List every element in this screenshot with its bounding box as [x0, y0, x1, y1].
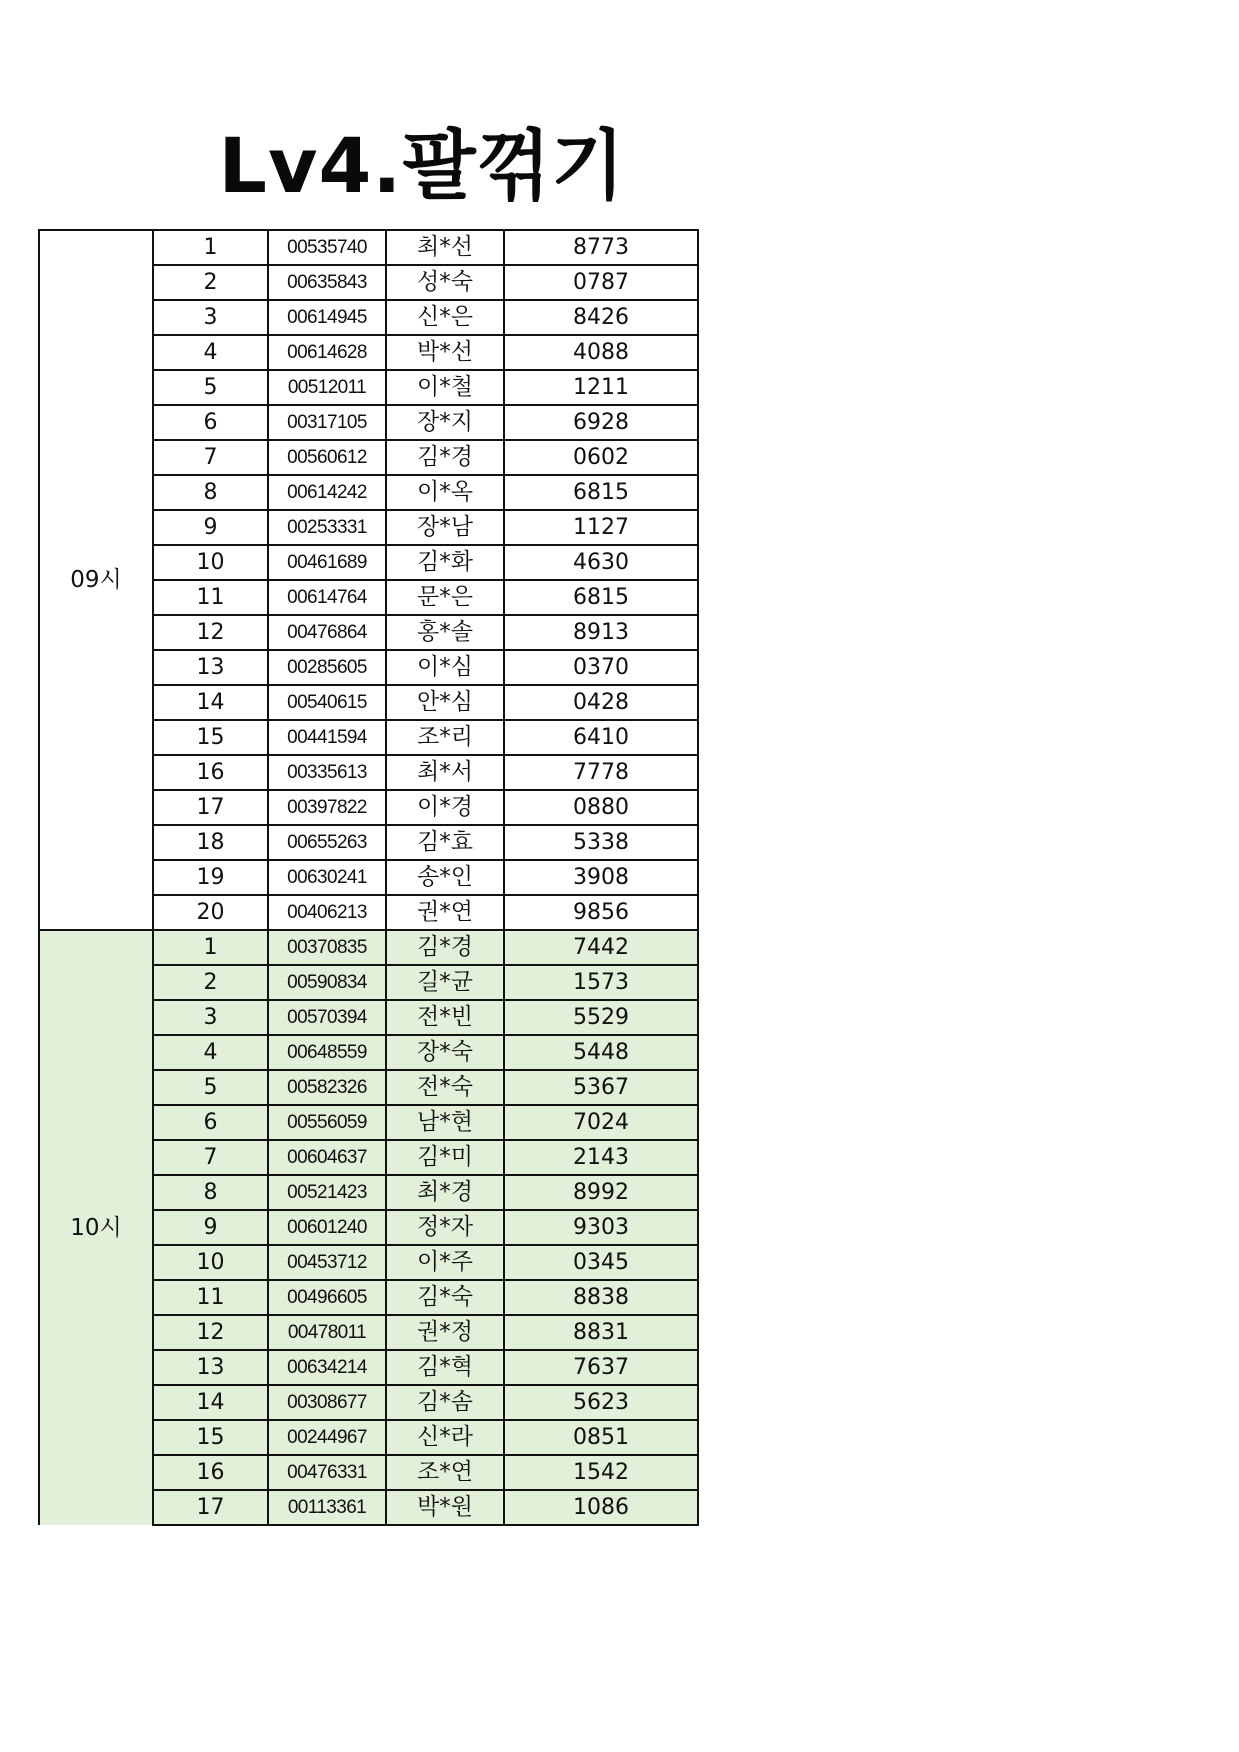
member-name: 전*빈 [386, 1000, 504, 1035]
row-number: 1 [153, 230, 268, 265]
member-name: 전*숙 [386, 1070, 504, 1105]
phone-code: 0602 [504, 440, 698, 475]
phone-code: 3908 [504, 860, 698, 895]
member-name: 김*미 [386, 1140, 504, 1175]
phone-code: 0370 [504, 650, 698, 685]
phone-code: 8992 [504, 1175, 698, 1210]
page-title: Lv4.팔꺾기 [218, 121, 626, 210]
phone-code: 8831 [504, 1315, 698, 1350]
member-id: 00560612 [268, 440, 386, 475]
member-id: 00512011 [268, 370, 386, 405]
row-number: 12 [153, 615, 268, 650]
row-number: 2 [153, 965, 268, 1000]
row-number: 4 [153, 1035, 268, 1070]
member-id: 00614945 [268, 300, 386, 335]
phone-code: 1542 [504, 1455, 698, 1490]
phone-code: 4088 [504, 335, 698, 370]
phone-code: 5338 [504, 825, 698, 860]
member-id: 00614242 [268, 475, 386, 510]
phone-code: 0428 [504, 685, 698, 720]
member-id: 00614764 [268, 580, 386, 615]
member-name: 남*현 [386, 1105, 504, 1140]
row-number: 15 [153, 720, 268, 755]
member-name: 이*철 [386, 370, 504, 405]
member-id: 00614628 [268, 335, 386, 370]
row-number: 3 [153, 300, 268, 335]
row-number: 11 [153, 1280, 268, 1315]
phone-code: 8426 [504, 300, 698, 335]
member-name: 김*숙 [386, 1280, 504, 1315]
member-name: 이*옥 [386, 475, 504, 510]
phone-code: 0345 [504, 1245, 698, 1280]
phone-code: 6410 [504, 720, 698, 755]
member-id: 00634214 [268, 1350, 386, 1385]
member-name: 성*숙 [386, 265, 504, 300]
row-number: 11 [153, 580, 268, 615]
member-name: 정*자 [386, 1210, 504, 1245]
phone-code: 1127 [504, 510, 698, 545]
phone-code: 1573 [504, 965, 698, 1000]
member-id: 00570394 [268, 1000, 386, 1035]
member-name: 김*효 [386, 825, 504, 860]
member-name: 박*원 [386, 1490, 504, 1525]
phone-code: 0880 [504, 790, 698, 825]
member-id: 00556059 [268, 1105, 386, 1140]
phone-code: 5623 [504, 1385, 698, 1420]
member-name: 권*연 [386, 895, 504, 930]
table-row [39, 230, 698, 265]
member-id: 00285605 [268, 650, 386, 685]
phone-code: 5448 [504, 1035, 698, 1070]
member-name: 장*지 [386, 405, 504, 440]
member-id: 00476864 [268, 615, 386, 650]
member-id: 00535740 [268, 230, 386, 265]
row-number: 8 [153, 475, 268, 510]
member-id: 00113361 [268, 1490, 386, 1525]
row-number: 5 [153, 370, 268, 405]
member-id: 00461689 [268, 545, 386, 580]
member-name: 조*연 [386, 1455, 504, 1490]
hour-group [39, 930, 698, 1525]
phone-code: 0851 [504, 1420, 698, 1455]
hour-label: 10시 [39, 930, 153, 1525]
row-number: 10 [153, 1245, 268, 1280]
member-name: 김*경 [386, 440, 504, 475]
row-number: 7 [153, 1140, 268, 1175]
phone-code: 0787 [504, 265, 698, 300]
row-number: 18 [153, 825, 268, 860]
phone-code: 7637 [504, 1350, 698, 1385]
member-name: 홍*솔 [386, 615, 504, 650]
row-number: 10 [153, 545, 268, 580]
row-number: 13 [153, 650, 268, 685]
member-id: 00521423 [268, 1175, 386, 1210]
member-id: 00308677 [268, 1385, 386, 1420]
member-name: 길*균 [386, 965, 504, 1000]
row-number: 17 [153, 790, 268, 825]
row-number: 14 [153, 685, 268, 720]
phone-code: 1211 [504, 370, 698, 405]
member-name: 신*라 [386, 1420, 504, 1455]
member-name: 안*심 [386, 685, 504, 720]
phone-code: 6928 [504, 405, 698, 440]
member-id: 00590834 [268, 965, 386, 1000]
member-id: 00540615 [268, 685, 386, 720]
row-number: 1 [153, 930, 268, 965]
member-id: 00244967 [268, 1420, 386, 1455]
row-number: 8 [153, 1175, 268, 1210]
member-id: 00630241 [268, 860, 386, 895]
row-number: 6 [153, 1105, 268, 1140]
member-id: 00453712 [268, 1245, 386, 1280]
member-name: 이*주 [386, 1245, 504, 1280]
row-number: 17 [153, 1490, 268, 1525]
member-name: 최*서 [386, 755, 504, 790]
member-name: 장*숙 [386, 1035, 504, 1070]
row-number: 5 [153, 1070, 268, 1105]
member-name: 송*인 [386, 860, 504, 895]
member-name: 조*리 [386, 720, 504, 755]
phone-code: 5529 [504, 1000, 698, 1035]
phone-code: 7024 [504, 1105, 698, 1140]
row-number: 15 [153, 1420, 268, 1455]
row-number: 7 [153, 440, 268, 475]
member-id: 00655263 [268, 825, 386, 860]
member-name: 권*정 [386, 1315, 504, 1350]
member-id: 00604637 [268, 1140, 386, 1175]
member-id: 00496605 [268, 1280, 386, 1315]
phone-code: 7442 [504, 930, 698, 965]
member-id: 00253331 [268, 510, 386, 545]
member-name: 최*경 [386, 1175, 504, 1210]
member-name: 박*선 [386, 335, 504, 370]
table-row [39, 930, 698, 965]
phone-code: 8913 [504, 615, 698, 650]
member-id: 00476331 [268, 1455, 386, 1490]
row-number: 4 [153, 335, 268, 370]
row-number: 12 [153, 1315, 268, 1350]
row-number: 16 [153, 1455, 268, 1490]
hour-label: 09시 [39, 230, 153, 930]
member-name: 장*남 [386, 510, 504, 545]
member-name: 김*화 [386, 545, 504, 580]
phone-code: 2143 [504, 1140, 698, 1175]
member-name: 신*은 [386, 300, 504, 335]
phone-code: 8838 [504, 1280, 698, 1315]
member-name: 최*선 [386, 230, 504, 265]
member-id: 00406213 [268, 895, 386, 930]
row-number: 9 [153, 510, 268, 545]
row-number: 16 [153, 755, 268, 790]
member-id: 00370835 [268, 930, 386, 965]
phone-code: 6815 [504, 580, 698, 615]
phone-code: 1086 [504, 1490, 698, 1525]
schedule-table [38, 229, 699, 1526]
row-number: 20 [153, 895, 268, 930]
phone-code: 5367 [504, 1070, 698, 1105]
member-name: 김*솜 [386, 1385, 504, 1420]
member-id: 00441594 [268, 720, 386, 755]
row-number: 2 [153, 265, 268, 300]
row-number: 14 [153, 1385, 268, 1420]
member-id: 00648559 [268, 1035, 386, 1070]
row-number: 3 [153, 1000, 268, 1035]
member-id: 00582326 [268, 1070, 386, 1105]
member-id: 00397822 [268, 790, 386, 825]
row-number: 13 [153, 1350, 268, 1385]
row-number: 6 [153, 405, 268, 440]
phone-code: 9303 [504, 1210, 698, 1245]
member-name: 김*경 [386, 930, 504, 965]
member-name: 이*경 [386, 790, 504, 825]
member-id: 00478011 [268, 1315, 386, 1350]
member-id: 00335613 [268, 755, 386, 790]
hour-group [39, 230, 698, 930]
phone-code: 4630 [504, 545, 698, 580]
row-number: 9 [153, 1210, 268, 1245]
member-id: 00317105 [268, 405, 386, 440]
phone-code: 9856 [504, 895, 698, 930]
row-number: 19 [153, 860, 268, 895]
member-name: 김*혁 [386, 1350, 504, 1385]
phone-code: 8773 [504, 230, 698, 265]
member-id: 00635843 [268, 265, 386, 300]
member-name: 이*심 [386, 650, 504, 685]
member-id: 00601240 [268, 1210, 386, 1245]
phone-code: 6815 [504, 475, 698, 510]
member-name: 문*은 [386, 580, 504, 615]
phone-code: 7778 [504, 755, 698, 790]
